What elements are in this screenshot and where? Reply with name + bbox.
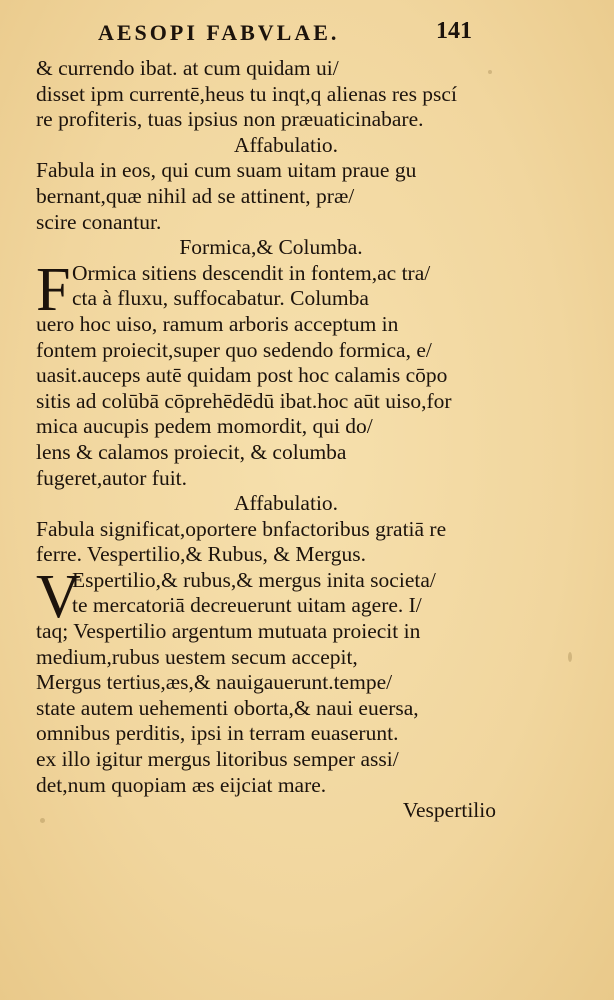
drop-capital: F: [36, 255, 71, 324]
text-line: fontem proiecit,super quo sedendo formica, e/: [36, 337, 432, 362]
text-line: det,num quopiam æs eijciat mare.: [36, 772, 327, 797]
text-line-content: Espertilio,& rubus,& mergus inita societa/: [72, 567, 436, 592]
paper-spot: [568, 652, 572, 662]
text-line: Fabula significat,oportere bnfactoribus gratiā re: [36, 516, 447, 541]
text-line-content: Ormica sitiens descendit in fontem,ac tra/: [72, 260, 431, 285]
section-heading-affabulatio: Affabulatio.: [233, 491, 339, 516]
text-line: disset ipm currentē,heus tu inqt,q alienas res pscí: [36, 81, 457, 106]
text-line: bernant,quæ nihil ad se attinent, præ/: [36, 183, 355, 208]
text-line: ferre. Vespertilio,& Rubus, & Mergus.: [36, 542, 367, 567]
text-line: mica aucupis pedem momordit, qui do/: [36, 414, 373, 439]
text-line: medium,rubus uestem secum accepit,: [36, 644, 358, 669]
drop-capital: V: [36, 562, 81, 631]
text-line: re profiteris, tuas ipsius non præuaticinabare.: [36, 107, 424, 132]
text-line: ex illo igitur mergus litoribus semper assi/: [36, 747, 399, 772]
text-line: lens & calamos proiecit, & columba: [36, 439, 347, 464]
text-line: te mercatoriā decreuerunt uitam agere. I/: [72, 593, 422, 618]
text-line: cta à fluxu, suffocabatur. Columba: [72, 286, 369, 311]
text-line: uasit.auceps autē quidam post hoc calamis cōpo: [36, 363, 448, 388]
running-title: AESOPI FABVLAE.: [98, 20, 340, 45]
text-line: sitis ad colūbā cōprehēdēdū ibat.hoc aūt uiso,for: [36, 388, 452, 413]
text-line: taq; Vespertilio argentum mutuata proiecit in: [36, 619, 421, 644]
body-text: [36, 56, 506, 824]
page-header: [98, 14, 498, 50]
text-line: scire conantur.: [36, 209, 162, 234]
text-line: Mergus tertius,æs,& nauigauerunt.tempe/: [36, 670, 393, 695]
text-line: Fabula in eos, qui cum suam uitam praue gu: [36, 158, 417, 183]
paper-spot: [40, 818, 45, 823]
text-line: & currendo ibat. at cum quidam ui/: [36, 56, 339, 80]
text-line: omnibus perditis, ipsi in terram euaserunt.: [36, 721, 399, 746]
paper-spot: [488, 70, 492, 74]
text-line: state autem uehementi oborta,& naui euersa,: [36, 695, 419, 720]
catchword: Vespertilio: [402, 798, 496, 823]
fable-title: Formica,& Columba.: [179, 235, 363, 260]
page-number: 141: [436, 18, 472, 44]
text-line: fugeret,autor fuit.: [36, 465, 188, 490]
text-line: uero hoc uiso, ramum arboris acceptum in: [36, 311, 399, 336]
section-heading-affabulatio: Affabulatio.: [233, 132, 339, 157]
